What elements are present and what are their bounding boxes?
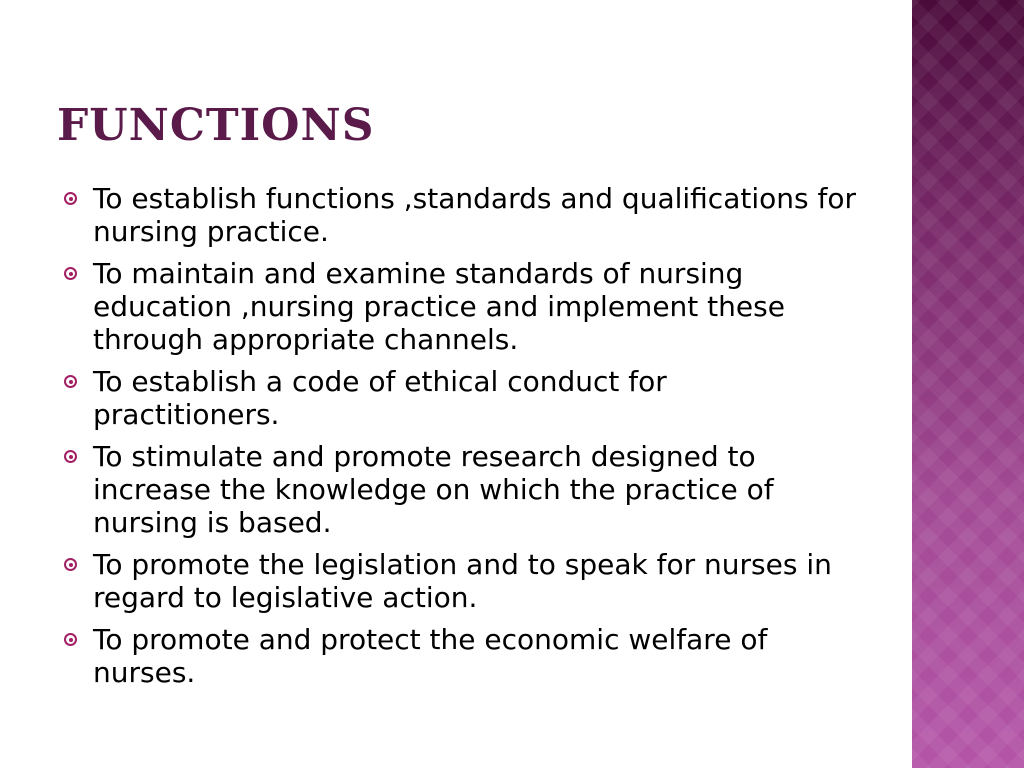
bullet-text: To stimulate and promote research designed to increase the knowledge on which the practice of nursing is based. [93,440,774,539]
bullet-text: To establish functions ,standards and qualifications for nursing practice. [93,182,856,248]
slide-title: FUNCTIONS [57,100,375,151]
bullet-item [62,365,862,431]
bullet-item [62,623,862,689]
circle-dot-icon [64,558,77,571]
bullet-text: To establish a code of ethical conduct for practitioners. [93,365,667,431]
bullet-item [62,257,862,356]
bullet-text: To promote and protect the economic welfare of nurses. [93,623,768,689]
bullet-text: To promote the legislation and to speak for nurses in regard to legislative action. [93,548,832,614]
bullet-item [62,182,862,248]
circle-dot-icon [64,267,77,280]
circle-dot-icon [64,450,77,463]
circle-dot-icon [64,633,77,646]
bullet-item [62,548,862,614]
circle-dot-icon [64,375,77,388]
bullet-list [62,182,862,698]
bullet-text: To maintain and examine standards of nursing education ,nursing practice and implement these through appropriate channels. [93,257,785,356]
circle-dot-icon [64,192,77,205]
decorative-side-band [912,0,1024,768]
bullet-item [62,440,862,539]
